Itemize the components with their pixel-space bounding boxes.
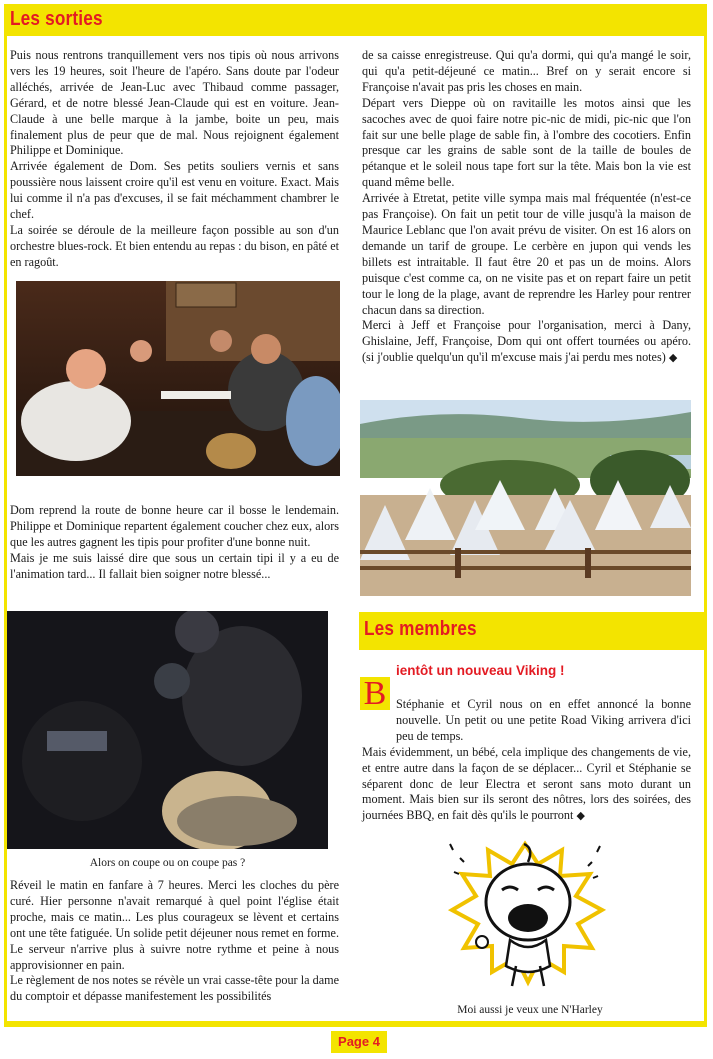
paragraph: Réveil le matin en fanfare à 7 heures. Merci les cloches du père curé. Hier personne n'avait remarqué à quel point l'église était proche, mais ce matin... Les plus courageux se lèvent et certains ont une tête fatiguée. Un solide petit déjeuner nous remet en forme. Le serveur n'arrive plus à suivre notre rythme et peine à nous approvisionner en pain. [10, 878, 339, 972]
photo-tipis [360, 400, 691, 596]
sorties-text-block-1 [10, 48, 339, 271]
sorties-text-block-4 [362, 48, 691, 366]
paragraph: de sa caisse enregistreuse. Qui qu'a dormi, qui qu'a mangé le soir, qui qu'a petit-déjeuné ce matin... Bref on y serait encore si Françoise n'avait pas pris les choses en main. [362, 48, 691, 94]
membres-text [362, 697, 691, 824]
photo-dinner [16, 281, 340, 476]
photo-night-scene [7, 611, 328, 849]
paragraph: Stéphanie et Cyril nous on en effet annoncé la bonne nouvelle. Un petit ou une petite Road Viking arrivera d'ici peu de temps. [396, 697, 691, 743]
membres-title: Les membres [364, 618, 477, 640]
paragraph: La soirée se déroule de la meilleure façon possible au son d'un orchestre blues-rock. Et bien entendu au repas : du bison, en pâté et en ragoût. [10, 222, 339, 269]
crying-baby-illustration [440, 832, 610, 1002]
photo-caption: Alors on coupe ou on coupe pas ? [89, 857, 246, 869]
paragraph: Arrivée également de Dom. Ses petits souliers vernis et sans poussière nous laissent croire qu'il est venu en voiture. Exact. Mais lui comme il n'a pas d'excuses, il se fait méchamment chambrer le chef. [10, 159, 339, 222]
sorties-title: Les sorties [10, 8, 103, 30]
paragraph: Le règlement de nos notes se révèle un vrai casse-tête pour la dame du comptoir et dépasse manifestement les possibilités [10, 973, 339, 1004]
footer-rule [4, 1024, 707, 1027]
membres-headline: ientôt un nouveau Viking ! [396, 663, 565, 678]
sorties-text-block-3 [10, 878, 339, 1005]
paragraph: Mais évidemment, un bébé, cela implique des changements de vie, et entre autre dans la façon de se déplacer... Cyril et Stéphanie se séparent donc de leur Electra et seront sans moto durant un moment. Mais bien sur ils seront des nôtres, lors des soirées, des journées BBQ, en fait dès qu'ils le pourront ◆ [362, 744, 691, 823]
paragraph: Merci à Jeff et Françoise pour l'organisation, merci à Dany, Ghislaine, Jeff, Françoise, Dom qui ont offert tournées ou apéro. (si j'oublie quelqu'un qu'il m'excuse mais j'ai perdu mes notes) ◆ [362, 318, 691, 365]
page-number: Page 4 [331, 1031, 387, 1053]
paragraph: Puis nous rentrons tranquillement vers nos tipis où nous arrivons vers les 19 heures, soit l'heure de l'apéro. Sans doute par l'odeur alléchés, arrivée de Jean-Luc avec Thibaud comme passager, Gérard, et de notre blessé Jean-Claude qui est en voiture. Jean-Claude à une belle marque à la jambe, boite un peu, mais finalement plus de peur que de mal. Nous rejoignent également Philippe et Dominique. [10, 48, 339, 158]
end-mark: ◆ [576, 809, 585, 823]
paragraph: Mais je me suis laissé dire que sous un certain tipi il y a eu de l'animation tard... Il fallait bien soigner notre blessé... [10, 550, 339, 581]
sorties-text-block-2 [10, 503, 339, 583]
paragraph: Départ vers Dieppe où on ravitaille les motos ainsi que les sacoches avec de quoi faire notre pic-nic de midi, pic-nic que l'on fait sur une belle plage de sable fin, à l'ombre des cocotiers. Enfin presque car les grains de sable sont de la taille de boules de pétanque et le soleil nous tape fort sur la tête. Mais bon la vie est quand même belle. [362, 95, 691, 190]
paragraph: Dom reprend la route de bonne heure car il bosse le lendemain. Philippe et Dominique repartent également coucher chez eux, alors que les autres gagnent les tipis pour profiter d'une bonne nuit. [10, 503, 339, 549]
end-mark: ◆ [668, 351, 678, 365]
paragraph: Arrivée à Etretat, petite ville sympa mais mal fréquentée (n'est-ce pas Françoise). On fait un petit tour de ville jusqu'à la maison de Maurice Leblanc que l'on avait prévu de visiter. On est 16 alors on demande un tarif de groupe. Le cerbère en jupon qui vends les billets est intraitable. Il faut être 20 et pas un de moins. Alors puisque c'est comme ca, on ne visite pas et on repart faire un petit tour le long de la plage, avant de reprendre les Harley pour rentrer chacun dans sa direction. [362, 191, 691, 317]
drop-cap: B [360, 677, 390, 710]
illustration-caption: Moi aussi je veux une N'Harley [457, 1004, 603, 1016]
sorties-banner [4, 5, 707, 36]
